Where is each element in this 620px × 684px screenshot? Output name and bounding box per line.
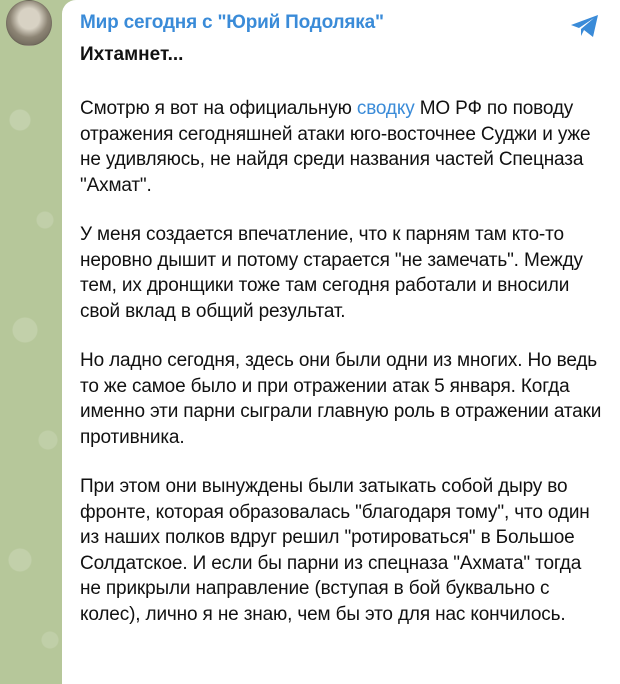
channel-name[interactable]: Мир сегодня с "Юрий Подоляка" — [80, 12, 384, 33]
post-paragraph-4: При этом они вынуждены были затыкать собой дыру во фронте, которая образовалась "благодаря тому", что один из наших полков вдруг решил "ротироваться" в Большое Солдатское. И если бы парни из спецназа "Ахмата" тогда не прикрыли направление (вступая в бой буквально с колес), лично я не знаю, чем бы это для нас кончилось. — [80, 476, 590, 625]
p1-text-after: МО РФ по поводу отражения сегодняшней атаки юго-восточнее Суджи и уже не удивляюсь, не найдя среди названия частей Спецназа "Ахмат". — [80, 98, 591, 196]
telegram-paper-plane-icon[interactable] — [570, 14, 600, 38]
chat-wallpaper — [0, 0, 70, 684]
post-paragraph-3: Но ладно сегодня, здесь они были одни из многих. Но ведь то же самое было и при отражении атак 5 января. Когда именно эти парни сыграли главную роль в отражении атаки противника. — [80, 350, 602, 448]
post-paragraph-1 — [80, 96, 602, 198]
channel-avatar[interactable] — [6, 0, 52, 46]
p1-text-before: Смотрю я вот на официальную — [80, 98, 357, 119]
summary-link[interactable]: сводку — [356, 98, 415, 119]
post-paragraph-2: У меня создается впечатление, что к парням там кто-то неровно дышит и потому старается "не замечать". Между тем, их дронщики тоже там сегодня работали и вносили свой вклад в общий результат. — [80, 224, 583, 322]
message-bubble — [62, 0, 620, 684]
post-title: Ихтамнет... — [80, 44, 184, 65]
message-header — [80, 8, 602, 38]
